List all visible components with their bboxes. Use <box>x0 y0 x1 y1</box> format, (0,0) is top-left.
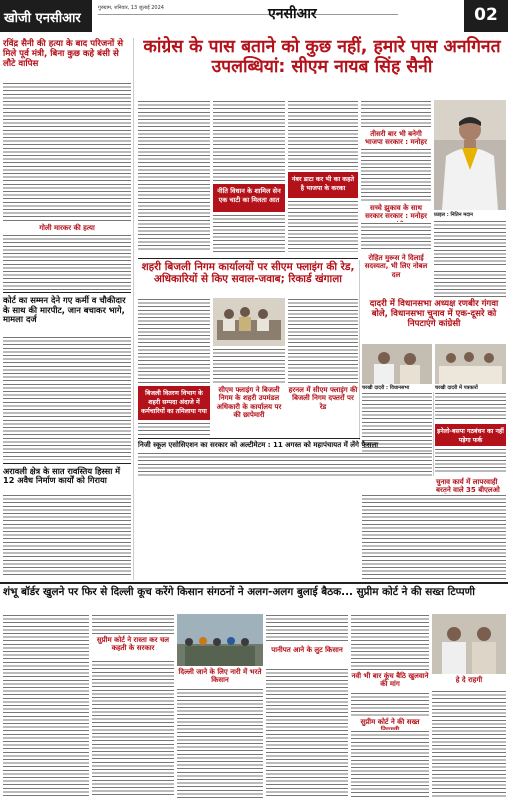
lead-body-col4b <box>361 148 431 202</box>
masthead <box>0 0 508 36</box>
lead-body-col2b <box>213 214 285 252</box>
right-photo-caption-2: चरखी दादरी में पत्रकारों <box>435 385 478 391</box>
right-body-col2b <box>435 448 506 474</box>
left-story2-body <box>3 336 131 460</box>
lead-body-col4c <box>361 222 431 252</box>
lead-sub-right3: रोहित मुरूस ने दिलाई सदस्यता, भी लिए नोबल दल <box>364 254 428 279</box>
officials-photo-icon <box>432 614 506 674</box>
bottom-body-col2 <box>92 614 174 634</box>
bottom-body-col5c <box>351 730 429 798</box>
bottom-body-col4b <box>266 668 348 798</box>
bottom-sub6: नवी भी बार कूंच बैठि खुलवाने की मांग <box>351 672 429 689</box>
mid-body-col1b <box>138 422 210 436</box>
left-story2-headline: कोर्ट का सम्मन देने गए कर्मी व चौकीदार के साथ की मारपीट, जान बचाकर भागे, मामला दर्ज <box>3 295 126 325</box>
right-story-headline: दादरी में विधानसभा अध्यक्ष रणबीर गंगवा बोले, विधानसभा चुनाव में एक-दूसरे को निपटाएंगे कांग्रेसी <box>369 299 499 329</box>
bottom-body-col4 <box>266 614 348 644</box>
left-sub1-heading: गोली मारकर की हत्या <box>39 224 95 232</box>
mid-subhead: सीएम फ्लाइंग ने बिजली निगम के शहरी उपमंडल अधिकारी के कार्यालय पर की छापेमारी <box>216 386 282 420</box>
bottom-sub1: सुप्रीम कोर्ट ने रास्ता कर चल कहती के सरकार <box>96 636 170 653</box>
column-rule <box>433 392 434 476</box>
bottom-body-col5b <box>351 692 429 716</box>
right-box: इनेलो-बसपा गठबंधन का नहीं पड़ेगा फर्क <box>435 424 506 446</box>
right-photo-2 <box>435 344 506 384</box>
bottom-body-col6 <box>432 690 506 798</box>
bottom-photo <box>177 614 263 666</box>
bottom-body-col2b <box>92 660 174 798</box>
left-top-headline: रविंद्र सैनी की हत्या के बाद परिजनों से मिले पूर्व मंत्री, बिना कुछ कहे बंसी से लौटे वापिस <box>3 39 124 69</box>
bottom-right-photo <box>432 614 506 674</box>
lead-photo-caption: फ़ाइल : नितिन मदान <box>434 212 473 218</box>
mid-body-col2 <box>213 348 285 384</box>
lead-sub-right2: सच्चे झुकाव के साथ सरकार सरकार : मनोहर <box>365 204 427 221</box>
lead-box1: नीति विधान के शामिल सेन एक चाटी का मिलता आत <box>213 184 285 212</box>
bottom-body-col5 <box>351 614 429 670</box>
page-number: 02 <box>464 0 508 32</box>
bottom-sub3: पानीपत आने के लुट किसान <box>271 646 343 654</box>
farmers-protest-photo-icon <box>177 614 263 666</box>
bottom-headline: शंभू बॉर्डर खुलने पर फिर से दिल्ली कूच करेंगे किसान संगठनों ने अलग-अलग बुलाई बैठक... सुप्रीम कोर्ट ने की सख्त टिप्पणी <box>3 586 475 598</box>
lead-body-col4 <box>361 100 431 128</box>
divider <box>0 582 508 584</box>
divider <box>3 463 131 464</box>
bottom-sub8: हे दे राहगी <box>455 676 483 684</box>
banner-headline: निजी स्कूल एसोसिएशन का सरकार को अल्टीमेटम : 11 अगस्त को महापंचायत में लेंगे फैसला <box>138 441 379 449</box>
right-photo-caption-1: चरखी दादरी : विधानसभा <box>362 385 410 391</box>
left-top-body <box>3 82 131 222</box>
mid-box: बिजली वितरण विभाग के शहरी सम्पदा अंदाजे में कर्मचारियों का तमिलाया गया <box>138 386 210 420</box>
banner-right-headline: चुनाव कार्य में लापरवाही बरतने वाले 35 बीएलओ <box>436 478 500 495</box>
left-story3-headline: अरावली क्षेत्र के सात रावस्तिय हिस्सा में 12 अवैध निर्माण कार्यों को गिराया <box>3 466 121 486</box>
divider <box>3 292 131 293</box>
bottom-sub2: दिल्ली जाने के लिए नारी में भरते किसान <box>178 668 262 685</box>
lead-body-col3 <box>288 100 358 170</box>
press-photo-icon <box>435 344 506 384</box>
lead-body-col3b <box>288 200 358 252</box>
lead-body-col5 <box>434 220 506 268</box>
lead-body-col5b <box>434 270 506 300</box>
mid-story-headline: शहरी बिजली निगम कार्यालयों पर सीएम फ्लाइंग की रेड, अधिकारियों से किए सवाल-जवाब; रिकार्ड खंगाला <box>141 261 355 285</box>
speaker-photo-icon <box>362 344 432 384</box>
section-title: एनसीआर <box>268 6 317 22</box>
left-sub1-body <box>3 234 131 290</box>
bottom-body-col3 <box>177 688 263 798</box>
right-photo-1 <box>362 344 432 384</box>
lead-photo <box>434 100 506 210</box>
mid-subhead2: हरनल में सीएम फ्लाइंग की बिजली निगम दफ्तरों पर रेड <box>288 386 358 411</box>
person-photo-icon <box>434 100 506 210</box>
column-rule <box>359 260 360 440</box>
banner-body <box>138 452 432 478</box>
bottom-body-col1 <box>3 614 89 798</box>
lead-box2: नंबर डाटा कर भी का कहते है भाजपा के करका <box>288 172 358 198</box>
lead-sub-right1: तीसरी बार भी बनेगी भाजपा सरकार : मनोहर <box>365 130 427 147</box>
banner-right-body <box>362 494 506 580</box>
brand-logo: खोजी एनसीआर <box>0 0 92 32</box>
mid-body-col3 <box>288 298 358 384</box>
bottom-sub7: सुप्रीम कोर्ट ने की सख्त <box>360 718 420 726</box>
right-body-col2 <box>435 392 506 422</box>
masthead-divider <box>98 14 398 15</box>
mid-photo <box>213 298 285 346</box>
lead-body-col1 <box>138 100 210 252</box>
mid-body-col1 <box>138 298 210 384</box>
column-rule <box>133 38 134 580</box>
lead-headline: कांग्रेस के पास बताने को कुछ नहीं, हमारे पास अनगिनत उपलब्धियां: सीएम नायब सिंह सैनी <box>143 37 501 77</box>
office-photo-icon <box>213 298 285 346</box>
lead-body-col2 <box>213 100 285 182</box>
edition-date: गुरुग्राम, शनिवार, 13 जुलाई 2024 <box>98 5 164 11</box>
divider <box>138 438 360 439</box>
divider <box>138 258 358 259</box>
left-story3-body <box>3 494 131 578</box>
